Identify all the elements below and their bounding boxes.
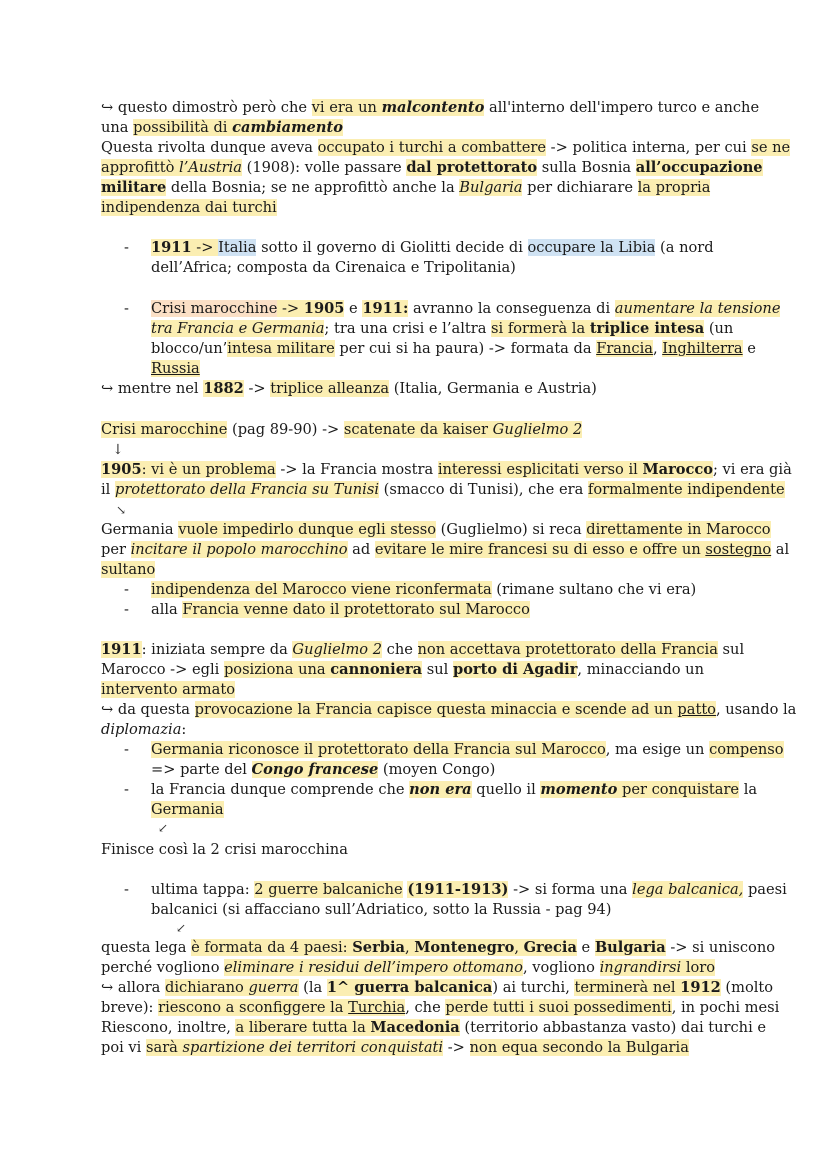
note-line: Germania vuole impedirlo dunque egli stesso (Guglielmo) si reca direttamente in Marocco bbox=[101, 521, 771, 538]
bullet-dash: - bbox=[124, 781, 129, 798]
note-line: breve): riescono a sconfiggere la Turchia, che perde tutti i suoi possedimenti, in pochi mesi bbox=[101, 999, 780, 1016]
note-line: la Francia dunque comprende che non era quello il momento per conquistare la bbox=[151, 781, 758, 798]
note-line: per incitare il popolo marocchino ad evitare le mire francesi su di esso e offre un sostegno al bbox=[101, 541, 790, 558]
arrow-down-icon: ↓ bbox=[112, 442, 124, 458]
note-line: Russia bbox=[151, 360, 200, 377]
note-line: Questa rivolta dunque aveva occupato i turchi a combattere -> politica interna, per cui se ne bbox=[101, 139, 791, 156]
note-line: approfittò l’Austria (1908): volle passare dal protettorato sulla Bosnia all’occupazione bbox=[101, 159, 763, 176]
note-line: dell’Africa; composta da Cirenaica e Tripolitania) bbox=[151, 259, 516, 276]
note-line: diplomazia: bbox=[101, 721, 187, 738]
note-line: 1905: vi è un problema -> la Francia mostra interessi esplicitati verso il Marocco; vi era già bbox=[101, 461, 792, 478]
bullet-dash: - bbox=[124, 300, 129, 317]
note-line: ↪ da questa provocazione la Francia capisce questa minaccia e scende ad un patto, usando la bbox=[101, 701, 797, 718]
note-line: Crisi marocchine (pag 89-90) -> scatenate da kaiser Guglielmo 2 bbox=[101, 421, 583, 438]
note-line: balcanici (si affacciano sull’Adriatico, sotto la Russia - pag 94) bbox=[151, 901, 612, 918]
note-line: intervento armato bbox=[101, 681, 235, 698]
note-line: Riescono, inoltre, a liberare tutta la Macedonia (territorio abbastanza vasto) dai turchi e bbox=[101, 1019, 767, 1036]
note-line: militare della Bosnia; se ne approfittò anche la Bulgaria per dichiarare la propria bbox=[101, 179, 711, 196]
note-line: ↪ mentre nel 1882 -> triplice alleanza (Italia, Germania e Austria) bbox=[101, 380, 597, 397]
note-line: perché vogliono eliminare i residui dell’impero ottomano, vogliono ingrandirsi loro bbox=[101, 959, 716, 976]
note-line: Germania bbox=[151, 801, 224, 818]
note-line: tra Francia e Germania; tra una crisi e l’altra si formerà la triplice intesa (un bbox=[151, 320, 734, 337]
arrow-diagonal-icon: ↙ bbox=[176, 921, 187, 935]
bullet-dash: - bbox=[124, 581, 129, 598]
note-line: poi vi sarà spartizione dei territori conquistati -> non equa secondo la Bulgaria bbox=[101, 1039, 689, 1056]
bullet-dash: - bbox=[124, 881, 129, 898]
note-line: questa lega è formata da 4 paesi: Serbia, Montenegro, Grecia e Bulgaria -> si uniscono bbox=[101, 939, 776, 956]
note-line: una possibilità di cambiamento bbox=[101, 119, 343, 136]
note-line: 1911: iniziata sempre da Guglielmo 2 che non accettava protettorato della Francia sul bbox=[101, 641, 745, 658]
arrow-diagonal-icon: ↘ bbox=[116, 503, 127, 517]
note-line: Crisi marocchine -> 1905 e 1911: avranno la conseguenza di aumentare la tensione bbox=[151, 300, 781, 317]
note-line: ↪ allora dichiarano guerra (la 1^ guerra balcanica) ai turchi, terminerà nel 1912 (molto bbox=[101, 979, 774, 996]
note-line: sultano bbox=[101, 561, 156, 578]
bullet-dash: - bbox=[124, 239, 129, 256]
note-line: Marocco -> egli posiziona una cannoniera sul porto di Agadir, minacciando un bbox=[101, 661, 704, 678]
note-line: 1911 -> Italia sotto il governo di Giolitti decide di occupare la Libia (a nord bbox=[151, 239, 714, 256]
bullet-dash: - bbox=[124, 741, 129, 758]
note-line: alla Francia venne dato il protettorato sul Marocco bbox=[151, 601, 530, 618]
note-line: blocco/un’intesa militare per cui si ha paura) -> formata da Francia, Inghilterra e bbox=[151, 340, 756, 357]
note-line: Finisce così la 2 crisi marocchina bbox=[101, 841, 348, 858]
note-line: Germania riconosce il protettorato della Francia sul Marocco, ma esige un compenso bbox=[151, 741, 784, 758]
note-line: => parte del Congo francese (moyen Congo) bbox=[151, 761, 496, 778]
note-line: il protettorato della Francia su Tunisi (smacco di Tunisi), che era formalmente indipendente bbox=[101, 481, 785, 498]
note-line: ↪ questo dimostrò però che vi era un malcontento all'interno dell'impero turco e anche bbox=[101, 99, 760, 116]
bullet-dash: - bbox=[124, 601, 129, 618]
note-line: ultima tappa: 2 guerre balcaniche (1911-1913) -> si forma una lega balcanica, paesi bbox=[151, 881, 787, 898]
arrow-diagonal-icon: ↙ bbox=[158, 821, 169, 835]
note-line: indipendenza dai turchi bbox=[101, 199, 277, 216]
note-line: indipendenza del Marocco viene riconfermata (rimane sultano che vi era) bbox=[151, 581, 697, 598]
